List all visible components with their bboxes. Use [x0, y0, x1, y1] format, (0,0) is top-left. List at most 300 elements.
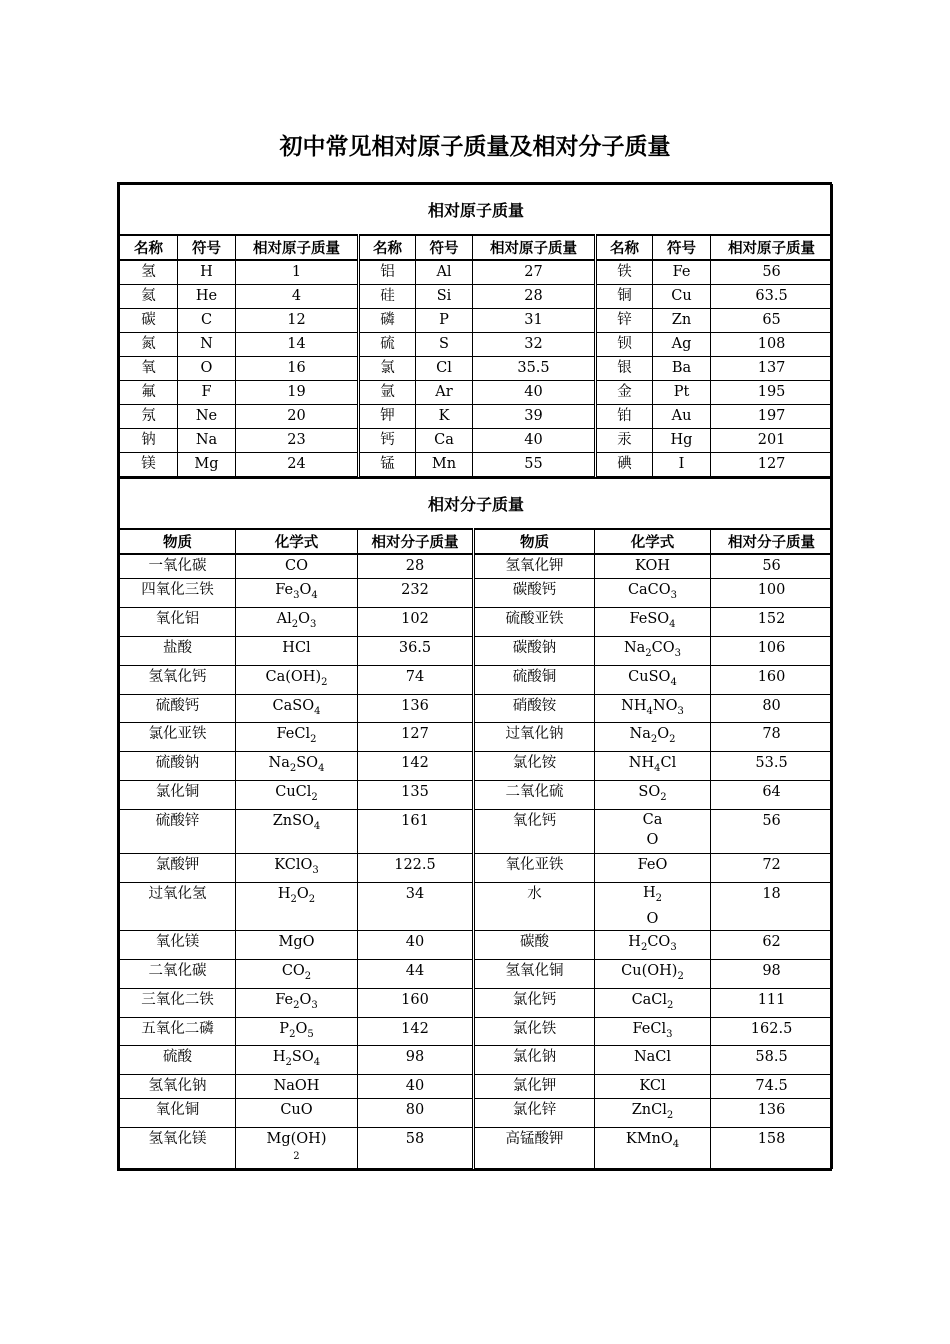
element-name: 氮 [120, 333, 178, 357]
element-symbol: C [178, 309, 236, 333]
formula-subscript: 2 [660, 792, 667, 804]
substance-name: 碳酸 [474, 930, 595, 959]
substance-formula [595, 1099, 711, 1128]
formula-subscript: 3 [677, 705, 684, 717]
formula-subscript: 4 [311, 589, 318, 601]
chemical-formula [640, 810, 666, 850]
formula-part: FeCl [276, 726, 311, 743]
substance-formula [595, 665, 711, 694]
substance-name: 氧化铝 [120, 607, 236, 636]
atomic-mass: 40 [473, 429, 596, 453]
chemical-formula [266, 666, 328, 694]
formula-subscript: 5 [307, 1028, 314, 1040]
element-symbol: Si [416, 285, 473, 309]
formula-subscript: 4 [318, 763, 325, 775]
element-symbol: Zn [653, 309, 711, 333]
molecular-row [120, 1046, 833, 1075]
molecular-mass: 111 [711, 988, 833, 1017]
atomic-header-cell: 名称 [120, 235, 178, 260]
formula-subscript: 2 [310, 734, 317, 746]
formula-subscript: 3 [293, 589, 300, 601]
atomic-header-cell: 名称 [596, 235, 653, 260]
substance-name: 过氧化钠 [474, 723, 595, 752]
formula-part: Ca(OH) [265, 668, 322, 685]
element-name: 氯 [359, 357, 416, 381]
formula-subscript: 2 [293, 999, 300, 1011]
chemical-formula [632, 989, 674, 1017]
molecular-mass: 136 [711, 1099, 833, 1128]
atomic-row [120, 405, 833, 429]
atomic-row [120, 333, 833, 357]
chemical-formula [626, 1128, 679, 1156]
formula-part: NH [628, 755, 655, 772]
substance-formula [595, 854, 711, 883]
substance-formula [236, 579, 358, 608]
atomic-mass: 195 [711, 381, 833, 405]
substance-formula [236, 930, 358, 959]
element-name: 碘 [596, 453, 653, 477]
molecular-mass: 160 [358, 988, 474, 1017]
formula-part: NaCl [633, 1049, 672, 1066]
element-name: 镁 [120, 453, 178, 477]
formula-part: Na [629, 726, 651, 743]
atomic-header-cell: 相对原子质量 [473, 235, 596, 260]
substance-formula [595, 579, 711, 608]
molecular-row [120, 1075, 833, 1099]
molecular-row [120, 1128, 833, 1169]
substance-formula [595, 1017, 711, 1046]
molecular-row [120, 883, 833, 931]
element-name: 氩 [359, 381, 416, 405]
substance-name: 氢氧化钠 [120, 1075, 236, 1099]
substance-name: 硫酸 [120, 1046, 236, 1075]
formula-subscript: 2 [285, 1057, 292, 1069]
molecular-mass: 80 [358, 1099, 474, 1128]
element-symbol: N [178, 333, 236, 357]
molecular-mass: 58.5 [711, 1046, 833, 1075]
formula-part: CO [285, 558, 308, 574]
formula-part: Mg(OH) [266, 1131, 327, 1148]
chemical-formula [277, 723, 317, 751]
molecular-mass-table [119, 477, 833, 1169]
formula-part: NaOH [273, 1078, 320, 1095]
atomic-mass: 127 [711, 453, 833, 477]
element-name: 氟 [120, 381, 178, 405]
formula-part: CuCl [275, 784, 312, 801]
chemical-formula [633, 1018, 673, 1046]
molecular-mass: 160 [711, 665, 833, 694]
chemical-formula [278, 883, 315, 911]
substance-name: 氧化镁 [120, 930, 236, 959]
element-symbol: Al [416, 260, 473, 285]
substance-name: 过氧化氢 [120, 883, 236, 931]
formula-subscript: 4 [654, 763, 661, 775]
molecular-mass: 74 [358, 665, 474, 694]
atomic-row [120, 285, 833, 309]
atomic-mass: 39 [473, 405, 596, 429]
substance-formula [595, 959, 711, 988]
substance-name: 氯化钙 [474, 988, 595, 1017]
element-name: 金 [596, 381, 653, 405]
atomic-mass: 4 [236, 285, 359, 309]
chemical-formula [277, 608, 317, 636]
substance-name: 二氧化碳 [120, 959, 236, 988]
formula-part: FeO [637, 857, 668, 874]
substance-formula [236, 988, 358, 1017]
element-symbol: Cu [653, 285, 711, 309]
substance-name: 氯化钾 [474, 1075, 595, 1099]
molecular-mass: 72 [711, 854, 833, 883]
molecular-row [120, 665, 833, 694]
atomic-mass: 12 [236, 309, 359, 333]
element-symbol: H [178, 260, 236, 285]
atomic-mass: 137 [711, 357, 833, 381]
atomic-row [120, 453, 833, 477]
substance-formula [595, 781, 711, 810]
formula-part: Na [623, 639, 646, 656]
formula-subscript: 2 [293, 1151, 300, 1163]
atomic-mass: 65 [711, 309, 833, 333]
substance-name: 氯酸钾 [120, 854, 236, 883]
molecular-mass: 136 [358, 694, 474, 723]
atomic-header-cell: 符号 [178, 235, 236, 260]
formula-part: NO [652, 697, 678, 714]
formula-part: O [296, 886, 309, 903]
substance-formula [236, 752, 358, 781]
molecular-header-cell: 化学式 [236, 529, 358, 554]
atomic-mass: 40 [473, 381, 596, 405]
formula-part: KMnO [625, 1131, 673, 1148]
chemical-formula [278, 931, 314, 953]
substance-formula [236, 1075, 358, 1099]
formula-part: FeSO [629, 610, 670, 627]
molecular-row [120, 930, 833, 959]
element-name: 钾 [359, 405, 416, 429]
substance-formula [236, 1099, 358, 1128]
atomic-mass: 20 [236, 405, 359, 429]
chemical-formula [634, 1046, 671, 1068]
substance-name: 硫酸锌 [120, 810, 236, 854]
atomic-mass: 28 [473, 285, 596, 309]
formula-part: KClO [274, 857, 313, 874]
atomic-row [120, 429, 833, 453]
element-symbol: Mn [416, 453, 473, 477]
molecular-section-title: 相对分子质量 [120, 478, 833, 529]
element-symbol: Ca [416, 429, 473, 453]
element-name: 铁 [596, 260, 653, 285]
substance-formula [236, 636, 358, 665]
chemical-formula [282, 637, 310, 659]
substance-name: 一氧化碳 [120, 554, 236, 579]
formula-part: CaCO [627, 582, 671, 598]
molecular-mass: 44 [358, 959, 474, 988]
chemical-formula [269, 752, 325, 780]
atomic-header-cell: 名称 [359, 235, 416, 260]
formula-part: CO [647, 933, 671, 950]
chemical-formula [273, 1046, 320, 1074]
formula-subscript: 4 [669, 618, 676, 630]
substance-name: 氧化亚铁 [474, 854, 595, 883]
atomic-mass: 31 [473, 309, 596, 333]
atomic-mass: 56 [711, 260, 833, 285]
substance-formula [236, 781, 358, 810]
element-symbol: S [416, 333, 473, 357]
element-symbol: Ba [653, 357, 711, 381]
formula-part: CO [281, 962, 305, 979]
formula-subscript: 4 [646, 705, 653, 717]
substance-formula [236, 694, 358, 723]
formula-part: CuO [280, 1102, 313, 1119]
formula-subscript: 2 [304, 970, 312, 982]
atomic-mass: 23 [236, 429, 359, 453]
element-symbol: He [178, 285, 236, 309]
chemical-formula [273, 810, 321, 838]
element-symbol: Ar [416, 381, 473, 405]
substance-formula [236, 607, 358, 636]
substance-formula [236, 1017, 358, 1046]
molecular-row [120, 579, 833, 608]
molecular-mass: 98 [711, 959, 833, 988]
formula-part: Al [276, 610, 292, 627]
molecular-mass: 135 [358, 781, 474, 810]
formula-subscript: 3 [670, 941, 677, 953]
formula-subscript: 4 [313, 1057, 321, 1069]
molecular-mass: 232 [358, 579, 474, 608]
element-name: 氢 [120, 260, 178, 285]
atomic-header-cell: 符号 [416, 235, 473, 260]
chemical-formula [635, 555, 670, 577]
formula-subscript: 4 [672, 1139, 680, 1151]
formula-part: MgO [278, 933, 315, 950]
atomic-mass: 19 [236, 381, 359, 405]
substance-name: 氯化铁 [474, 1017, 595, 1046]
formula-subscript: 3 [310, 618, 317, 630]
molecular-mass: 100 [711, 579, 833, 608]
chemical-formula [630, 723, 676, 751]
molecular-mass: 62 [711, 930, 833, 959]
atomic-mass: 35.5 [473, 357, 596, 381]
chemical-formula [280, 1099, 312, 1121]
substance-formula [595, 694, 711, 723]
formula-part: P [279, 1020, 290, 1037]
atomic-mass: 63.5 [711, 285, 833, 309]
chemical-formula [275, 989, 318, 1017]
substance-formula [595, 752, 711, 781]
chemical-formula [274, 854, 318, 882]
substance-name: 氯化铵 [474, 752, 595, 781]
formula-part: H [277, 886, 291, 903]
chemical-formula [621, 695, 684, 723]
element-name: 锌 [596, 309, 653, 333]
molecular-mass: 56 [711, 810, 833, 854]
chemical-formula [621, 960, 684, 988]
molecular-mass: 18 [711, 883, 833, 931]
formula-subscript: 2 [645, 647, 652, 659]
element-symbol: Mg [178, 453, 236, 477]
formula-part: CaSO [272, 697, 315, 714]
substance-formula [236, 959, 358, 988]
formula-part: O [299, 582, 312, 598]
atomic-mass: 14 [236, 333, 359, 357]
substance-formula [595, 988, 711, 1017]
atomic-header-cell: 相对原子质量 [711, 235, 833, 260]
chemical-formula [267, 1128, 327, 1164]
element-name: 磷 [359, 309, 416, 333]
element-name: 硅 [359, 285, 416, 309]
substance-name: 碳酸钙 [474, 579, 595, 608]
molecular-mass: 53.5 [711, 752, 833, 781]
element-name: 碳 [120, 309, 178, 333]
molecular-mass: 64 [711, 781, 833, 810]
substance-name: 三氧化二铁 [120, 988, 236, 1017]
formula-subscript: 2 [640, 941, 648, 953]
substance-formula [595, 1075, 711, 1099]
molecular-mass: 158 [711, 1128, 833, 1169]
substance-formula [236, 723, 358, 752]
molecular-mass: 162.5 [711, 1017, 833, 1046]
element-symbol: Fe [653, 260, 711, 285]
formula-subscript: 2 [655, 892, 663, 904]
element-name: 铂 [596, 405, 653, 429]
molecular-header-cell: 物质 [474, 529, 595, 554]
chemical-formula [638, 854, 668, 876]
formula-subscript: 2 [669, 734, 676, 746]
formula-part: ZnSO [272, 813, 314, 830]
formula-part: O [299, 991, 312, 1008]
atomic-mass: 1 [236, 260, 359, 285]
formula-part: O [657, 726, 670, 743]
substance-name: 氢氧化铜 [474, 959, 595, 988]
substance-name: 氯化铜 [120, 781, 236, 810]
formula-part: KOH [635, 558, 670, 574]
molecular-mass: 122.5 [358, 854, 474, 883]
chemical-formula [285, 555, 308, 577]
element-symbol: Na [178, 429, 236, 453]
substance-name: 五氧化二磷 [120, 1017, 236, 1046]
element-name: 氦 [120, 285, 178, 309]
chemical-formula [628, 666, 677, 694]
molecular-row [120, 752, 833, 781]
atomic-mass: 55 [473, 453, 596, 477]
substance-name: 硫酸钠 [120, 752, 236, 781]
mass-table-frame [117, 182, 832, 1171]
chemical-formula [275, 579, 318, 607]
molecular-row [120, 694, 833, 723]
formula-subscript: 4 [314, 705, 321, 717]
substance-name: 碳酸钠 [474, 636, 595, 665]
molecular-mass: 28 [358, 554, 474, 579]
substance-formula [236, 810, 358, 854]
molecular-mass: 142 [358, 752, 474, 781]
element-name: 汞 [596, 429, 653, 453]
atomic-mass: 16 [236, 357, 359, 381]
molecular-row [120, 554, 833, 579]
chemical-formula [628, 579, 677, 607]
formula-subscript: 3 [670, 589, 678, 601]
molecular-mass: 56 [711, 554, 833, 579]
substance-name: 氯化钠 [474, 1046, 595, 1075]
substance-formula [236, 665, 358, 694]
atomic-mass: 32 [473, 333, 596, 357]
chemical-formula [274, 1075, 320, 1097]
element-symbol: F [178, 381, 236, 405]
substance-formula [595, 1128, 711, 1169]
chemical-formula [624, 637, 681, 665]
substance-name: 盐酸 [120, 636, 236, 665]
formula-subscript: 2 [321, 676, 328, 688]
formula-subscript: 2 [650, 734, 658, 746]
element-name: 钙 [359, 429, 416, 453]
formula-subscript: 2 [289, 763, 297, 775]
substance-formula [595, 723, 711, 752]
element-name: 钠 [120, 429, 178, 453]
formula-subscript: 2 [289, 1028, 296, 1040]
formula-subscript: 2 [677, 970, 684, 982]
substance-formula [595, 607, 711, 636]
atomic-mass: 197 [711, 405, 833, 429]
formula-part: FeCl [632, 1020, 667, 1037]
element-name: 锰 [359, 453, 416, 477]
formula-part: CaO [642, 812, 663, 849]
formula-part: Cl [660, 755, 677, 772]
element-name: 氧 [120, 357, 178, 381]
formula-subscript: 3 [674, 647, 682, 659]
atomic-header-cell: 相对原子质量 [236, 235, 359, 260]
element-name: 铝 [359, 260, 416, 285]
formula-part: Na [268, 755, 290, 772]
element-name: 硫 [359, 333, 416, 357]
formula-part: H [628, 933, 641, 950]
substance-formula [595, 810, 711, 854]
molecular-mass: 58 [358, 1128, 474, 1169]
substance-formula [595, 883, 711, 931]
chemical-formula [639, 1075, 665, 1097]
chemical-formula [282, 960, 311, 988]
molecular-header-cell: 相对分子质量 [711, 529, 833, 554]
formula-part: Fe [275, 991, 294, 1008]
element-symbol: Cl [416, 357, 473, 381]
molecular-mass: 142 [358, 1017, 474, 1046]
element-symbol: I [653, 453, 711, 477]
element-name: 铜 [596, 285, 653, 309]
formula-subscript: 2 [667, 999, 674, 1011]
substance-name: 硝酸铵 [474, 694, 595, 723]
substance-name: 硫酸钙 [120, 694, 236, 723]
formula-part: O [295, 1020, 308, 1037]
formula-part: HCl [282, 639, 311, 656]
molecular-mass: 127 [358, 723, 474, 752]
molecular-mass: 106 [711, 636, 833, 665]
formula-subscript: 2 [311, 792, 318, 804]
substance-formula [595, 930, 711, 959]
atomic-mass: 201 [711, 429, 833, 453]
formula-part: KCl [639, 1078, 666, 1095]
molecular-row [120, 1099, 833, 1128]
formula-part: SO [291, 1049, 314, 1066]
atomic-header-cell: 符号 [653, 235, 711, 260]
element-symbol: Hg [653, 429, 711, 453]
atomic-row [120, 357, 833, 381]
formula-part: CaCl [631, 991, 668, 1008]
molecular-row [120, 636, 833, 665]
chemical-formula [628, 931, 676, 959]
substance-formula [236, 554, 358, 579]
substance-name: 氧化钙 [474, 810, 595, 854]
formula-subscript: 2 [666, 1110, 674, 1122]
chemical-formula [632, 1099, 674, 1127]
molecular-row [120, 781, 833, 810]
molecular-row [120, 607, 833, 636]
